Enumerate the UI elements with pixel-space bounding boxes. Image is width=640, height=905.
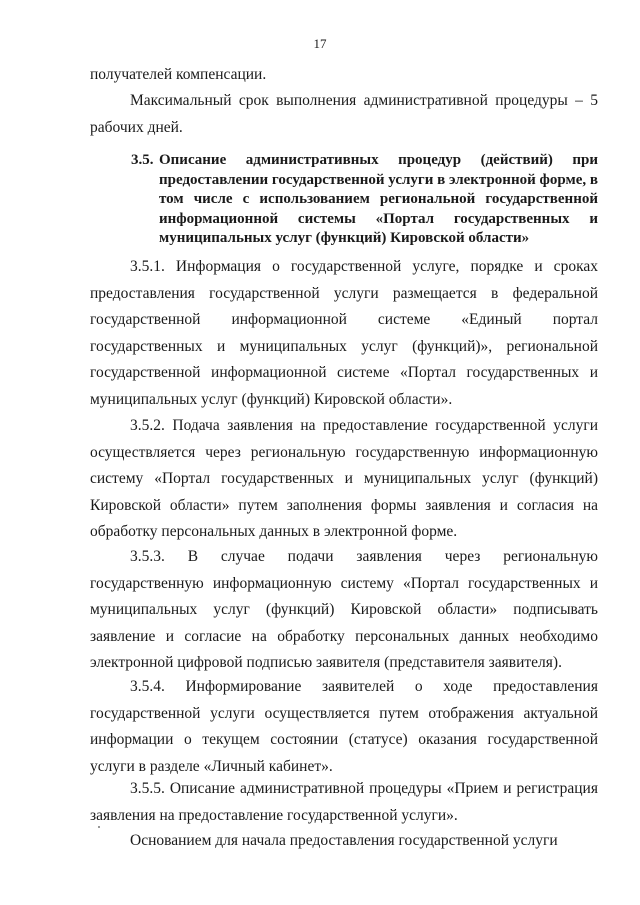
paragraph-max-term: Максимальный срок выполнения административной процедуры – 5 рабочих дней.	[90, 92, 598, 136]
paragraph-3-5-5: 3.5.5. Описание административной процедуры «Прием и регистрация заявления на предоставление государственной услуги».	[90, 780, 598, 824]
paragraph-3-5-3: 3.5.3. В случае подачи заявления через региональную государственную информационную систему «Портал государственных и муниципальных услуг (функций) Кировской области» подписывать заявление и согласие на обработку персональных данных необходимо электронной цифровой подписью заявителя (представителя заявителя).	[90, 548, 598, 671]
paragraph-3-5-2: 3.5.2. Подача заявления на предоставление государственной услуги осуществляется через региональную государственную информационную систему «Портал государственных и муниципальных услуг (функций) Кировской области» путем заполнения формы заявления и согласия на обработку персональных данных в электронной форме.	[90, 417, 598, 540]
page-number: 17	[313, 36, 327, 51]
paragraph-3-5-1: 3.5.1. Информация о государственной услуге, порядке и сроках предоставления государственной услуги размещается в федеральной государственной информационной системе «Единый портал государственных и муниципальных услуг (функций)», региональной государственной информационной системе «Портал государственных и муниципальных услуг (функций) Кировской области».	[90, 258, 598, 408]
paragraph-basis: Основанием для начала предоставления государственной услуги	[130, 832, 558, 849]
section-heading	[90, 151, 598, 249]
section-number: 3.5.	[131, 152, 154, 168]
paragraph-continuation: получателей компенсации.	[90, 66, 267, 83]
paragraph-3-5-4: 3.5.4. Информирование заявителей о ходе предоставления государственной услуги осуществляется путем отображения актуальной информации о текущем состоянии (статусе) оказания государственной услуги в разделе «Личный кабинет».	[90, 678, 598, 775]
section-title: Описание административных процедур (действий) при предоставлении государственной услуги в электронной форме, в том числе с использованием региональной государственной информационной системы «Портал государственных и муниципальных услуг (функций) Кировской области»	[159, 152, 598, 246]
